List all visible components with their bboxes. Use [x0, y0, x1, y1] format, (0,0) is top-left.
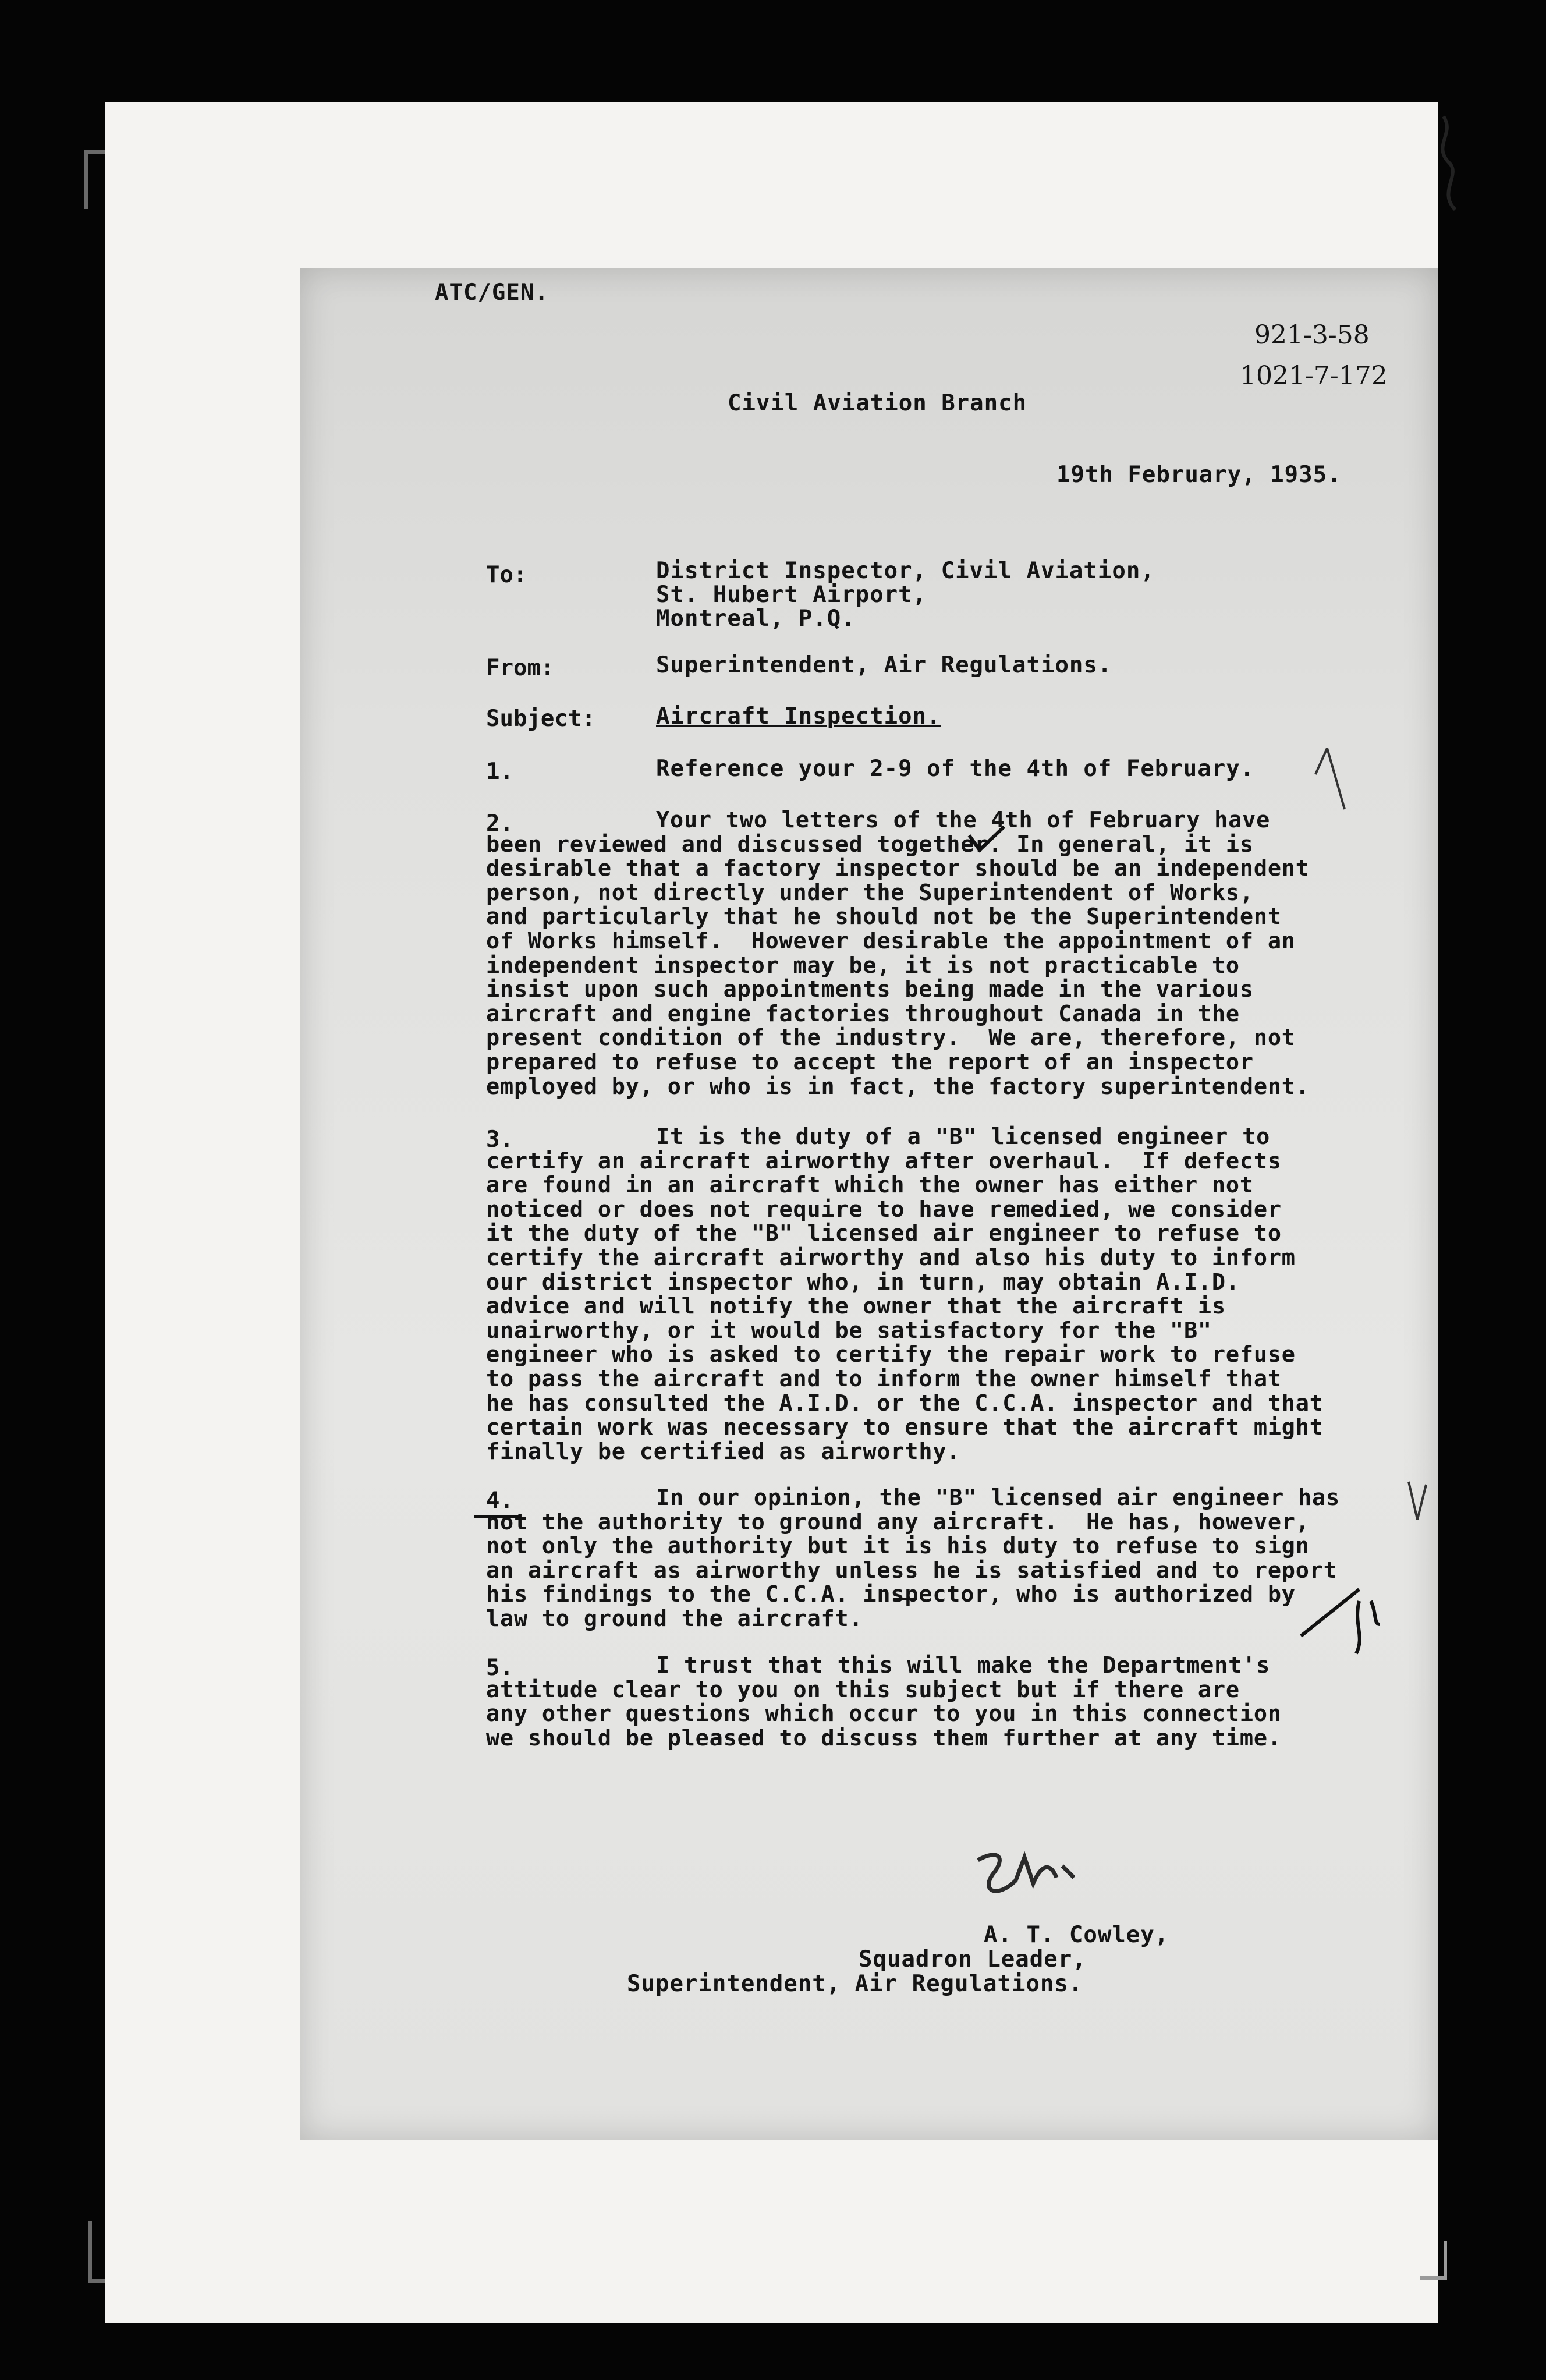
- crop-mark-bottom-right: [1420, 2241, 1447, 2280]
- file-mark: ATC/GEN.: [435, 279, 549, 306]
- paragraph-3-line: noticed or does not require to have remedied, we consider: [486, 1196, 1282, 1223]
- paragraph-3-line: engineer who is asked to certify the repair work to refuse: [486, 1341, 1296, 1368]
- paragraph-1-line: Reference your 2-9 of the 4th of February.: [656, 756, 1255, 782]
- paragraph-2-line: present condition of the industry. We are, therefore, not: [486, 1025, 1296, 1051]
- subject-text: Aircraft Inspection.: [656, 703, 941, 729]
- to-line-3: Montreal, P.Q.: [656, 605, 856, 632]
- paragraph-3-line: to pass the aircraft and to inform the owner himself that: [486, 1365, 1282, 1392]
- letter-sheet: [300, 268, 1438, 2140]
- paragraph-2-line: desirable that a factory inspector should be an independent: [486, 855, 1310, 882]
- branch-heading: Civil Aviation Branch: [728, 390, 1027, 416]
- signature-mark: [978, 1855, 1074, 1891]
- paragraph-2-line: Your two letters of the 4th of February have: [656, 807, 1271, 833]
- paragraph-2-number: 2.: [486, 810, 513, 837]
- check-mark-icon: [969, 827, 1004, 850]
- paragraph-4-line: not only the authority but it is his duty to refuse to sign: [486, 1533, 1310, 1560]
- margin-initials-mark: [1301, 1589, 1380, 1653]
- paragraph-2-line: been reviewed and discussed together. In general, it is: [486, 831, 1254, 858]
- paragraph-3-line: our district inspector who, in turn, may obtain A.I.D.: [486, 1269, 1240, 1295]
- signatory-name: A. T. Cowley,: [984, 1922, 1169, 1948]
- signatory-title: Superintendent, Air Regulations.: [627, 1971, 1083, 1997]
- margin-check-icon: [1409, 1482, 1426, 1520]
- paragraph-3-line: advice and will notify the owner that the aircraft is: [486, 1293, 1226, 1320]
- signatory-rank: Squadron Leader,: [859, 1946, 1087, 1972]
- paragraph-3-line: certain work was necessary to ensure that the aircraft might: [486, 1414, 1324, 1441]
- paragraph-5-line: we should be pleased to discuss them further at any time.: [486, 1724, 1282, 1751]
- paragraph-3-number: 3.: [486, 1127, 513, 1153]
- from-label: From:: [486, 655, 555, 681]
- torn-corner-mark: [1409, 111, 1464, 215]
- to-label: To:: [486, 562, 527, 588]
- letter-date: 19th February, 1935.: [1056, 462, 1342, 488]
- paragraph-3-line: it the duty of the "B" licensed air engineer to refuse to: [486, 1220, 1282, 1247]
- paragraph-3-line: finally be certified as airworthy.: [486, 1438, 961, 1465]
- handwritten-annotations: [300, 268, 1438, 2140]
- margin-arrow-icon: [1315, 748, 1345, 809]
- file-reference-1: 921-3-58: [1254, 320, 1370, 350]
- paragraph-5-number: 5.: [486, 1655, 513, 1681]
- paragraph-5-line: any other questions which occur to you in this connection: [486, 1701, 1282, 1727]
- paragraph-3-line: he has consulted the A.I.D. or the C.C.A. inspector and that: [486, 1390, 1324, 1416]
- paragraph-3-line: It is the duty of a "B" licensed engineer to: [656, 1124, 1271, 1150]
- paragraph-3-line: certify the aircraft airworthy and also his duty to inform: [486, 1244, 1296, 1271]
- paragraph-2-line: insist upon such appointments being made in the various: [486, 976, 1254, 1003]
- paragraph-2-line: prepared to refuse to accept the report of an inspector: [486, 1049, 1254, 1075]
- paragraph-5-line: attitude clear to you on this subject but if there are: [486, 1676, 1240, 1703]
- paragraph-4-line: not the authority to ground any aircraft. He has, however,: [486, 1508, 1310, 1535]
- paragraph-3-line: certify an aircraft airworthy after overhaul. If defects: [486, 1148, 1282, 1174]
- to-line-2: St. Hubert Airport,: [656, 582, 927, 608]
- to-line-1: District Inspector, Civil Aviation,: [656, 558, 1155, 584]
- paragraph-3-line: unairworthy, or it would be satisfactory for the "B": [486, 1317, 1212, 1344]
- crop-mark-top-left: [84, 150, 108, 209]
- paragraph-2-line: person, not directly under the Superintendent of Works,: [486, 879, 1254, 906]
- paragraph-2-line: and particularly that he should not be the Superintendent: [486, 904, 1282, 930]
- file-reference-2: 1021-7-172: [1240, 361, 1388, 391]
- paragraph-1-number: 1.: [486, 759, 513, 785]
- paragraph-2-line: independent inspector may be, it is not practicable to: [486, 952, 1240, 979]
- paragraph-4-line: his findings to the C.C.A. inspector, who is authorized by: [486, 1581, 1296, 1608]
- paragraph-2-line: employed by, or who is in fact, the factory superintendent.: [486, 1073, 1310, 1100]
- paragraph-5-line: I trust that this will make the Department's: [656, 1652, 1271, 1678]
- subject-label: Subject:: [486, 706, 595, 732]
- paragraph-2-line: of Works himself. However desirable the appointment of an: [486, 927, 1296, 954]
- paragraph-4-number: 4.: [486, 1488, 513, 1514]
- paragraph-4-line: In our opinion, the "B" licensed air engineer has: [656, 1485, 1340, 1511]
- paragraph-3-line: are found in an aircraft which the owner has either not: [486, 1172, 1254, 1199]
- from-text: Superintendent, Air Regulations.: [656, 652, 1112, 678]
- paragraph-4-line: an aircraft as airworthy unless he is satisfied and to report: [486, 1557, 1338, 1584]
- paragraph-2-line: aircraft and engine factories throughout Canada in the: [486, 1000, 1240, 1027]
- paragraph-4-line: law to ground the aircraft.: [486, 1605, 863, 1632]
